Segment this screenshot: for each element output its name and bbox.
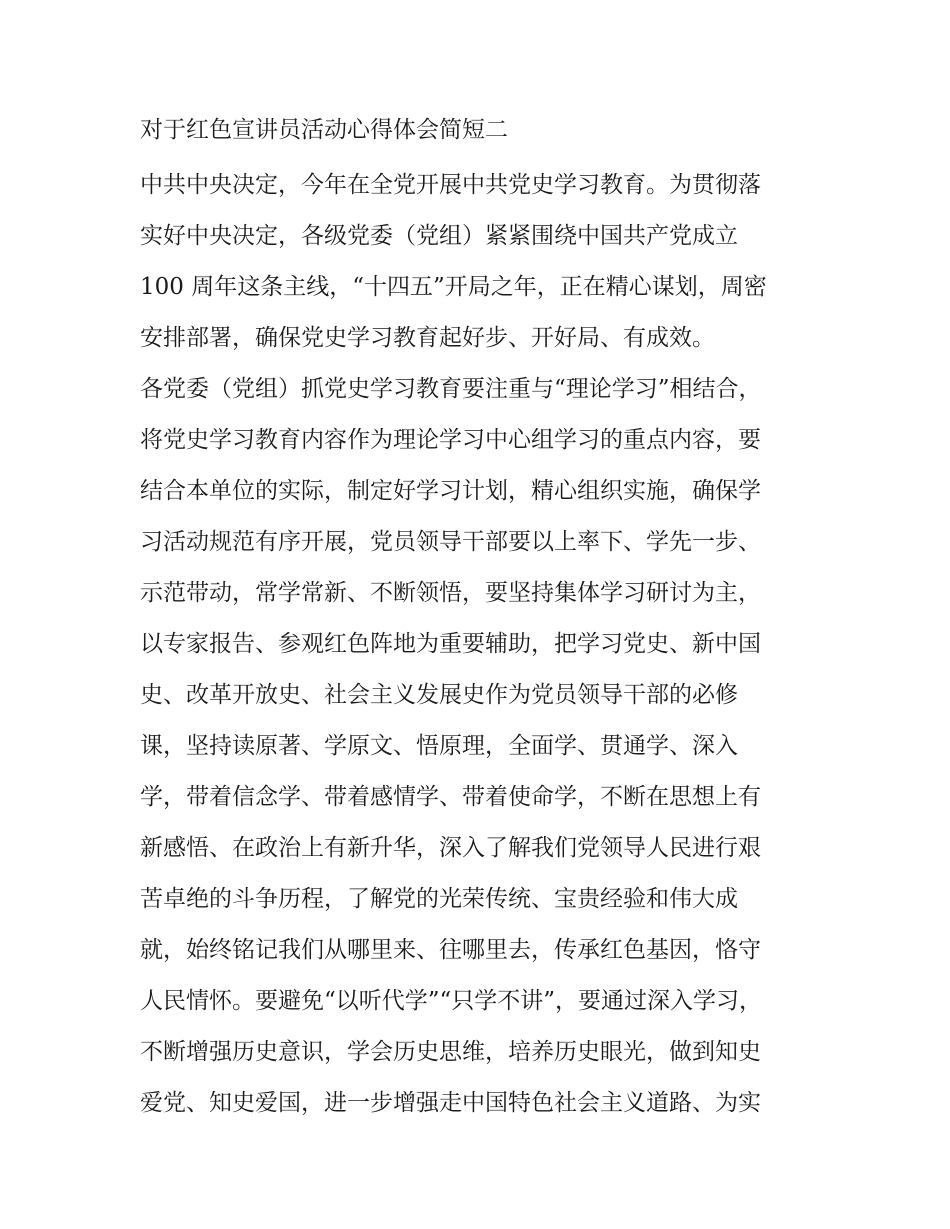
text-line: 不断增强历史意识，学会历史思维，培养历史眼光，做到知史 xyxy=(140,1039,761,1065)
document-title: 对于红色宣讲员活动心得体会简短二 xyxy=(140,117,508,143)
text-line: 将党史学习教育内容作为理论学习中心组学习的重点内容，要 xyxy=(140,427,761,453)
text-line: 苦卓绝的斗争历程，了解党的光荣传统、宝贵经验和伟大成 xyxy=(140,886,738,912)
document-body xyxy=(140,160,830,1129)
text-line: 安排部署，确保党史学习教育起好步、开好局、有成效。 xyxy=(140,325,715,351)
text-line: 人民情怀。要避免“以听代学”“只学不讲”，要通过深入学习， xyxy=(140,988,763,1014)
text-line: 课，坚持读原著、学原文、悟原理，全面学、贯通学、深入 xyxy=(140,733,738,759)
text-line: 习活动规范有序开展，党员领导干部要以上率下、学先一步、 xyxy=(140,529,761,555)
text-line: 结合本单位的实际，制定好学习计划，精心组织实施，确保学 xyxy=(140,478,761,504)
text-line: 爱党、知史爱国，进一步增强走中国特色社会主义道路、为实 xyxy=(140,1090,761,1116)
text-line: 示范带动，常学常新、不断领悟，要坚持集体学习研讨为主， xyxy=(140,580,761,606)
text-line: 各党委（党组）抓党史学习教育要注重与“理论学习”相结合， xyxy=(140,376,762,402)
text-line: 以专家报告、参观红色阵地为重要辅助，把学习党史、新中国 xyxy=(140,631,761,657)
text-line: 新感悟、在政治上有新升华，深入了解我们党领导人民进行艰 xyxy=(140,835,761,861)
text-line: 就，始终铭记我们从哪里来、往哪里去，传承红色基因，恪守 xyxy=(140,937,761,963)
text-line: 实好中央决定，各级党委（党组）紧紧围绕中国共产党成立 xyxy=(140,223,738,249)
text-line: 史、改革开放史、社会主义发展史作为党员领导干部的必修 xyxy=(140,682,738,708)
text-line: 100 周年这条主线，“十四五”开局之年，正在精心谋划，周密 xyxy=(140,274,767,300)
text-line: 中共中央决定，今年在全党开展中共党史学习教育。为贯彻落 xyxy=(140,172,761,198)
text-line: 学，带着信念学、带着感情学、带着使命学，不断在思想上有 xyxy=(140,784,761,810)
